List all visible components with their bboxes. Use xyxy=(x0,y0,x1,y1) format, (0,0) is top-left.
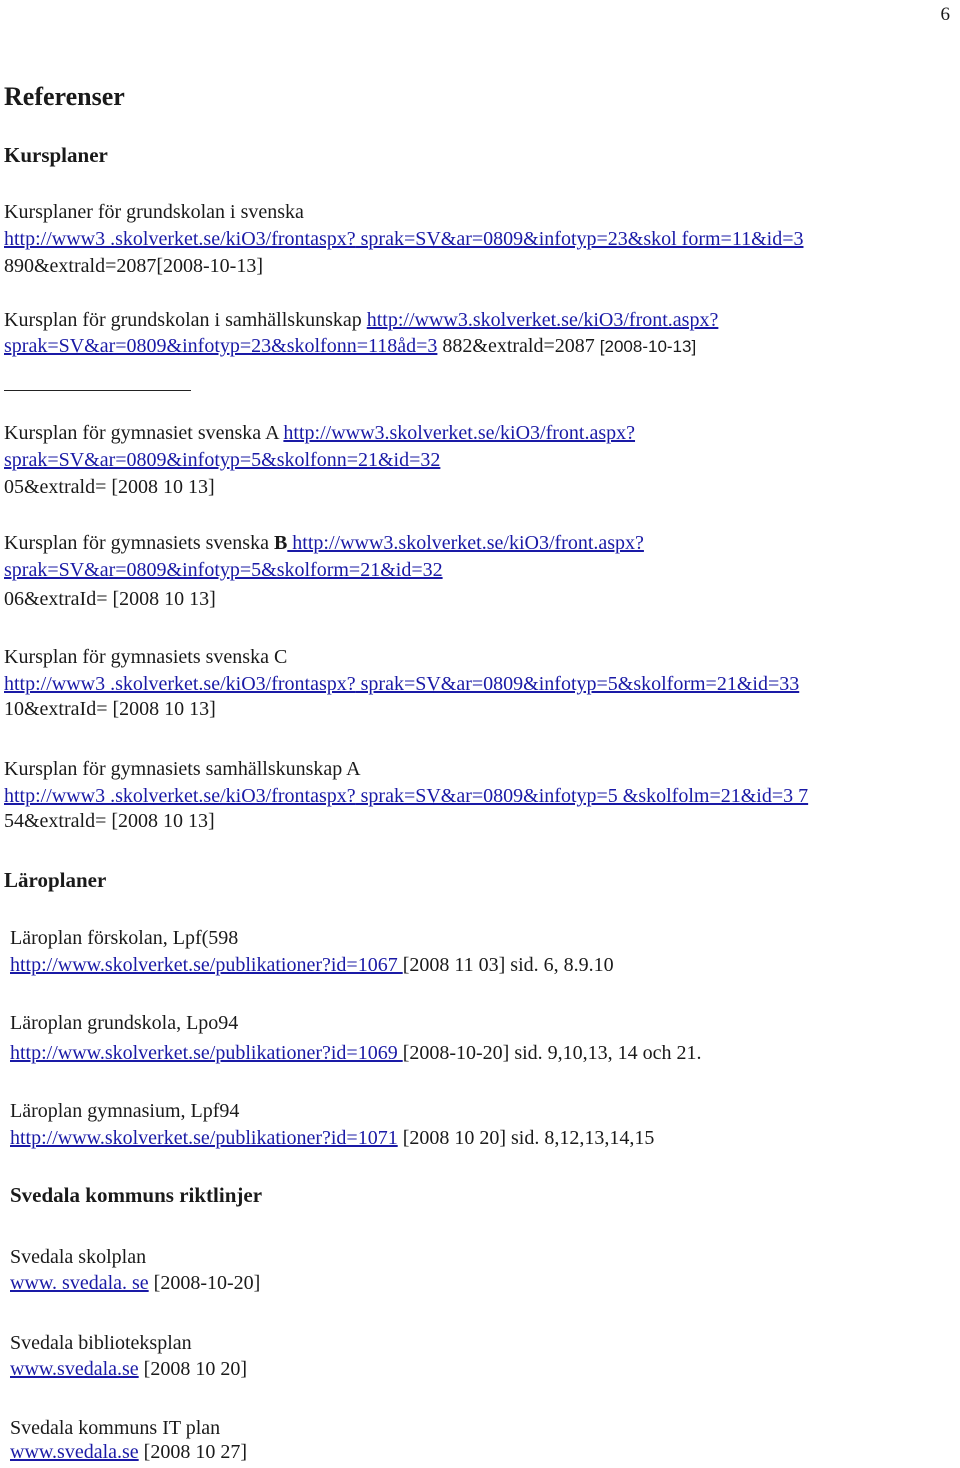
reference-url-cont: 890&extrald=2087[2008-10-13] xyxy=(4,255,264,277)
reference-title: Läroplan gymnasium, Lpf94 xyxy=(10,1100,240,1122)
reference-link[interactable]: www.svedala.se xyxy=(10,1358,139,1380)
reference-link[interactable]: http://www3 .skolverket.se/kiO3/frontaspx? xyxy=(4,785,356,807)
reference-title: Läroplan grundskola, Lpo94 xyxy=(10,1012,239,1034)
reference-line xyxy=(4,308,718,332)
reference-title: Läroplan förskolan, Lpf(598 xyxy=(10,927,239,949)
reference-title: Kursplan för gymnasiets svenska C xyxy=(4,646,288,668)
reference-url-line xyxy=(4,227,803,251)
reference-url-line xyxy=(4,448,440,472)
section-heading-kursplaner: Kursplaner xyxy=(4,143,108,167)
reference-url-cont: 882&extrald=2087 xyxy=(437,335,600,357)
reference-line xyxy=(4,421,635,445)
reference-url-line xyxy=(10,1440,247,1464)
reference-link-cont[interactable]: sprak=SV&ar=0809&infotyp=5 &skolfolm=21&id=3 7 xyxy=(355,785,809,807)
reference-link[interactable]: www. svedala. se xyxy=(10,1272,149,1294)
reference-title: Kursplan för gymnasiets samhällskunskap A xyxy=(4,758,361,780)
reference-title: Svedala skolplan xyxy=(10,1246,147,1268)
reference-url-line xyxy=(4,672,799,696)
reference-link[interactable]: http://www3 .skolverket.se/kiO3/frontaspx? xyxy=(4,673,356,695)
reference-link-cont[interactable]: sprak=SV&ar=0809&infotyp=5&skolform=21&id=33 xyxy=(355,673,800,695)
reference-url-line xyxy=(4,558,443,582)
reference-date: [2008-10-20] sid. 9,10,13, 14 och 21. xyxy=(402,1042,702,1064)
reference-date: [2008-10-20] xyxy=(148,1272,261,1294)
page-title: Referenser xyxy=(4,82,125,111)
reference-link[interactable]: http://www3.skolverket.se/kiO3/front.aspx? xyxy=(287,532,644,554)
reference-date: [2008-10-13] xyxy=(599,337,697,356)
reference-url-line xyxy=(10,1126,654,1150)
reference-date: [2008 10 20] sid. 8,12,13,14,15 xyxy=(397,1127,655,1149)
reference-title: Kursplaner för grundskolan i svenska xyxy=(4,201,304,223)
reference-url-line xyxy=(10,1357,247,1381)
reference-line xyxy=(4,531,644,555)
reference-title: Kursplan för gymnasiet svenska A xyxy=(4,422,284,444)
reference-link[interactable]: http://www3.skolverket.se/kiO3/front.aspx? xyxy=(283,422,636,444)
page-number: 6 xyxy=(940,4,950,25)
section-heading-riktlinjer: Svedala kommuns riktlinjer xyxy=(10,1183,263,1207)
reference-url-cont: 05&extrald= [2008 10 13] xyxy=(4,476,215,498)
reference-link[interactable]: http://www.skolverket.se/publikationer?id=1071 xyxy=(10,1127,398,1149)
reference-title: Svedala kommuns IT plan xyxy=(10,1417,221,1439)
reference-link[interactable]: http://www.skolverket.se/publikationer?id=1067 xyxy=(10,954,403,976)
reference-url-cont: 06&extraId= [2008 10 13] xyxy=(4,588,216,610)
separator-line xyxy=(4,390,191,391)
reference-link[interactable]: http://www.skolverket.se/publikationer?id=1069 xyxy=(10,1042,403,1064)
reference-title: Kursplan för grundskolan i samhällskunskap xyxy=(4,309,367,331)
reference-link[interactable]: www.svedala.se xyxy=(10,1441,139,1463)
reference-date: [2008 10 20] xyxy=(138,1358,247,1380)
reference-url-line xyxy=(4,784,808,808)
reference-title: Kursplan för gymnasiets svenska xyxy=(4,532,274,554)
reference-title: Svedala biblioteksplan xyxy=(10,1332,192,1354)
reference-url-line xyxy=(10,1041,702,1065)
reference-link-cont[interactable]: sprak=SV&ar=0809&infotyp=5&skolform=21&id=32 xyxy=(4,559,443,581)
reference-link-cont[interactable]: sprak=SV&ar=0809&infotyp=23&skol form=11&id=3 xyxy=(355,228,804,250)
reference-link-cont[interactable]: sprak=SV&ar=0809&infotyp=5&skolfonn=21&id=32 xyxy=(4,449,441,471)
reference-date: [2008 10 27] xyxy=(138,1441,247,1463)
reference-date: [2008 11 03] sid. 6, 8.9.10 xyxy=(402,954,614,976)
section-heading-laroplaner: Läroplaner xyxy=(4,868,107,892)
reference-link-cont[interactable]: sprak=SV&ar=0809&infotyp=23&skolfonn=118åd=3 xyxy=(4,335,438,357)
reference-url-line xyxy=(10,953,614,977)
reference-link[interactable]: http://www3 .skolverket.se/kiO3/frontaspx? xyxy=(4,228,356,250)
reference-url-line xyxy=(10,1271,260,1295)
reference-url-cont: 10&extraId= [2008 10 13] xyxy=(4,698,216,720)
reference-url-cont: 54&extrald= [2008 10 13] xyxy=(4,810,215,832)
reference-url-line xyxy=(4,334,696,359)
reference-title-bold: B xyxy=(273,532,288,554)
reference-link[interactable]: http://www3.skolverket.se/kiO3/front.aspx? xyxy=(366,309,719,331)
